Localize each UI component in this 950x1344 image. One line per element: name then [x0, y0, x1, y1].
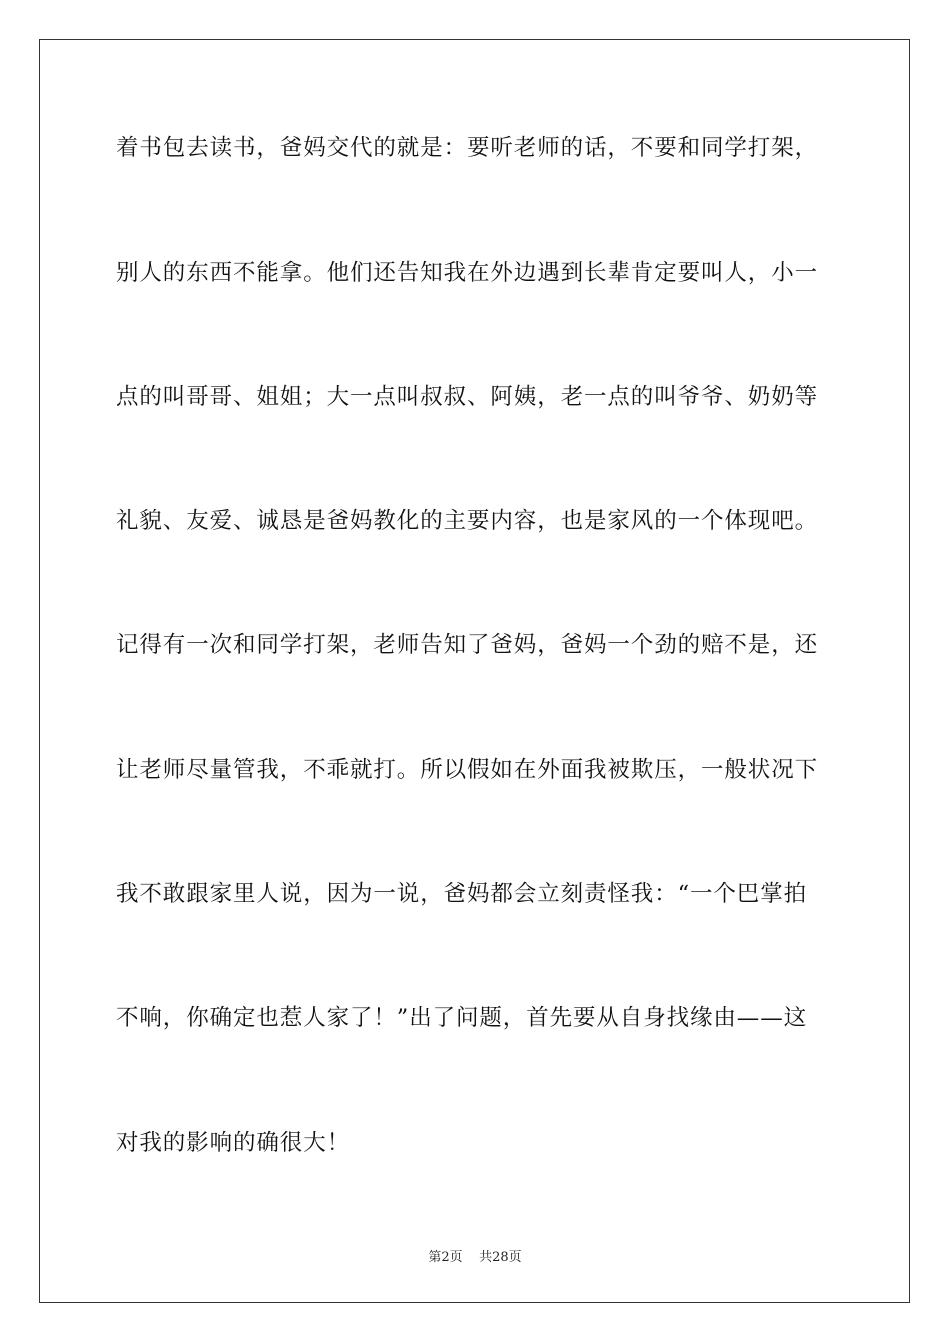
page-number: 第2页: [428, 1250, 463, 1265]
text-line-8: 不响，你确定也惹人家了！”出了问题，首先要从自身找缘由——这: [116, 1005, 808, 1031]
text-line-4: 礼貌、友爱、诚恳是爸妈教化的主要内容，也是家风的一个体现吧。: [116, 508, 819, 534]
text-line-3: 点的叫哥哥、姐姐；大一点叫叔叔、阿姨，老一点的叫爷爷、奶奶等: [116, 384, 819, 410]
text-line-7: 我不敢跟家里人说，因为一说，爸妈都会立刻责怪我：“一个巴掌拍: [116, 881, 808, 907]
text-line-9: 对我的影响的确很大！: [116, 1130, 351, 1156]
text-line-2: 别人的东西不能拿。他们还告知我在外边遇到长辈肯定要叫人，小一: [116, 260, 819, 286]
total-pages: 共28页: [479, 1250, 522, 1265]
text-line-5: 记得有一次和同学打架，老师告知了爸妈，爸妈一个劲的赔不是，还: [116, 632, 819, 658]
page-footer: [0, 1246, 950, 1265]
page-border: [39, 39, 910, 1303]
text-line-1: 着书包去读书，爸妈交代的就是：要听老师的话，不要和同学打架，: [116, 135, 819, 161]
text-line-6: 让老师尽量管我，不乖就打。所以假如在外面我被欺压，一般状况下: [116, 757, 819, 783]
